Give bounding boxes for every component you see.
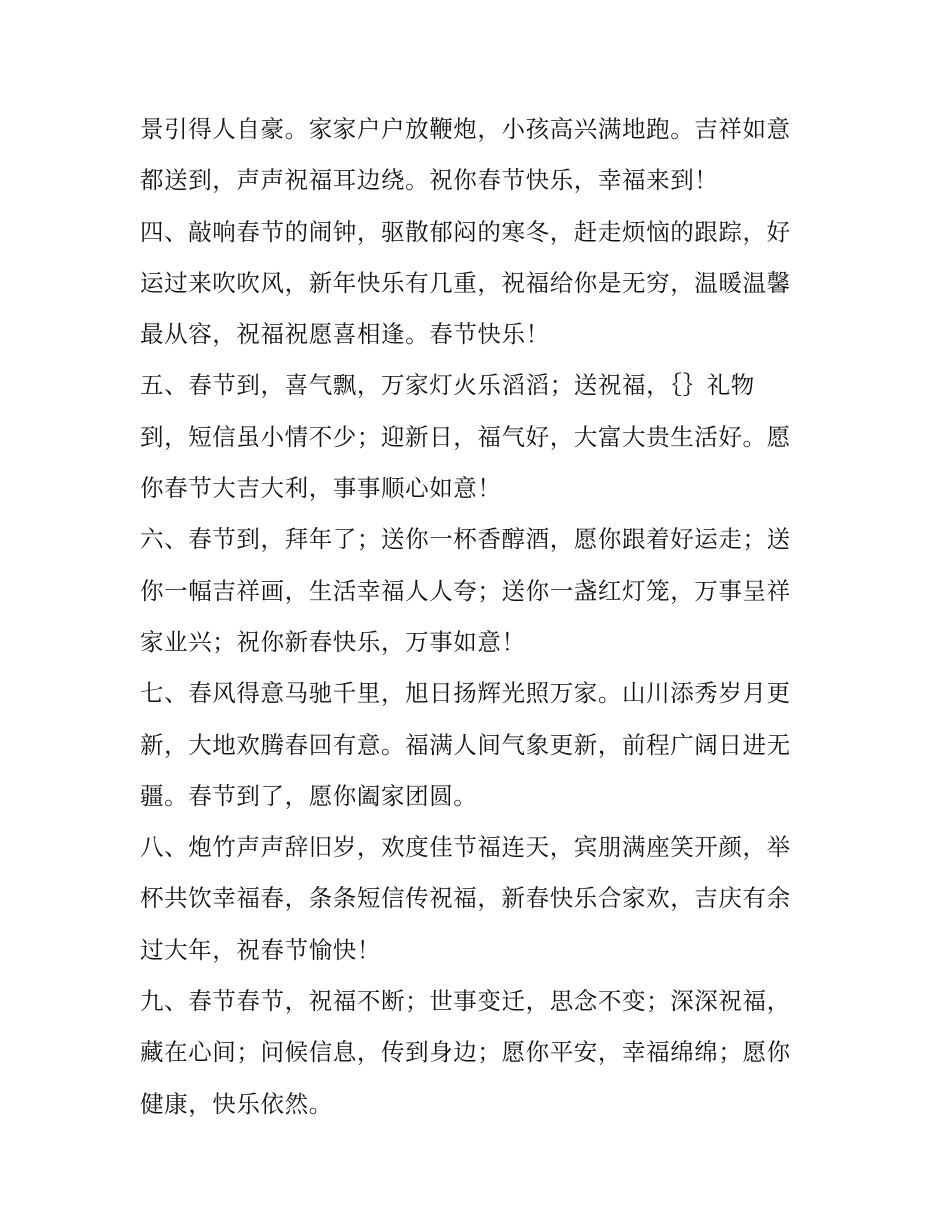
text-line: 过大年，祝春节愉快！ bbox=[140, 935, 381, 964]
document-page bbox=[140, 104, 820, 1130]
text-line: 九、春节春节，祝福不断；世事变迁，思念不变；深深祝福， bbox=[140, 987, 791, 1016]
text-line: 六、春节到，拜年了；送你一杯香醇酒，愿你跟着好运走；送 bbox=[140, 525, 791, 554]
text-line: 最从容，祝福祝愿喜相逢。春节快乐！ bbox=[140, 320, 550, 349]
text-line: 五、春节到，喜气飘，万家灯火乐滔滔；送祝福，｛｝礼物 bbox=[140, 371, 755, 400]
text-line: 新，大地欢腾春回有意。福满人间气象更新，前程广阔日进无 bbox=[140, 730, 791, 759]
text-line: 七、春风得意马驰千里，旭日扬辉光照万家。山川添秀岁月更 bbox=[140, 679, 791, 708]
text-line: 藏在心间；问候信息，传到身边；愿你平安，幸福绵绵；愿你 bbox=[140, 1038, 791, 1067]
text-line: 你春节大吉大利，事事顺心如意！ bbox=[140, 474, 502, 503]
text-line: 家业兴；祝你新春快乐，万事如意！ bbox=[140, 627, 526, 656]
text-line: 健康，快乐依然。 bbox=[140, 1089, 333, 1118]
text-line: 四、敲响春节的闹钟，驱散郁闷的寒冬，赶走烦恼的跟踪，好 bbox=[140, 217, 791, 246]
text-line: 疆。春节到了，愿你阖家团圆。 bbox=[140, 781, 478, 810]
text-line: 杯共饮幸福春，条条短信传祝福，新春快乐合家欢，吉庆有余 bbox=[140, 884, 791, 913]
text-line: 运过来吹吹风，新年快乐有几重，祝福给你是无穷，温暖温馨 bbox=[140, 268, 791, 297]
text-line: 都送到，声声祝福耳边绕。祝你春节快乐，幸福来到！ bbox=[140, 166, 719, 195]
text-line: 你一幅吉祥画，生活幸福人人夸；送你一盏红灯笼，万事呈祥 bbox=[140, 576, 791, 605]
text-line: 到，短信虽小情不少；迎新日，福气好，大富大贵生活好。愿 bbox=[140, 422, 791, 451]
text-line: 景引得人自豪。家家户户放鞭炮，小孩高兴满地跑。吉祥如意 bbox=[140, 115, 791, 143]
text-line: 八、炮竹声声辞旧岁，欢度佳节福连天，宾朋满座笑开颜，举 bbox=[140, 833, 791, 862]
